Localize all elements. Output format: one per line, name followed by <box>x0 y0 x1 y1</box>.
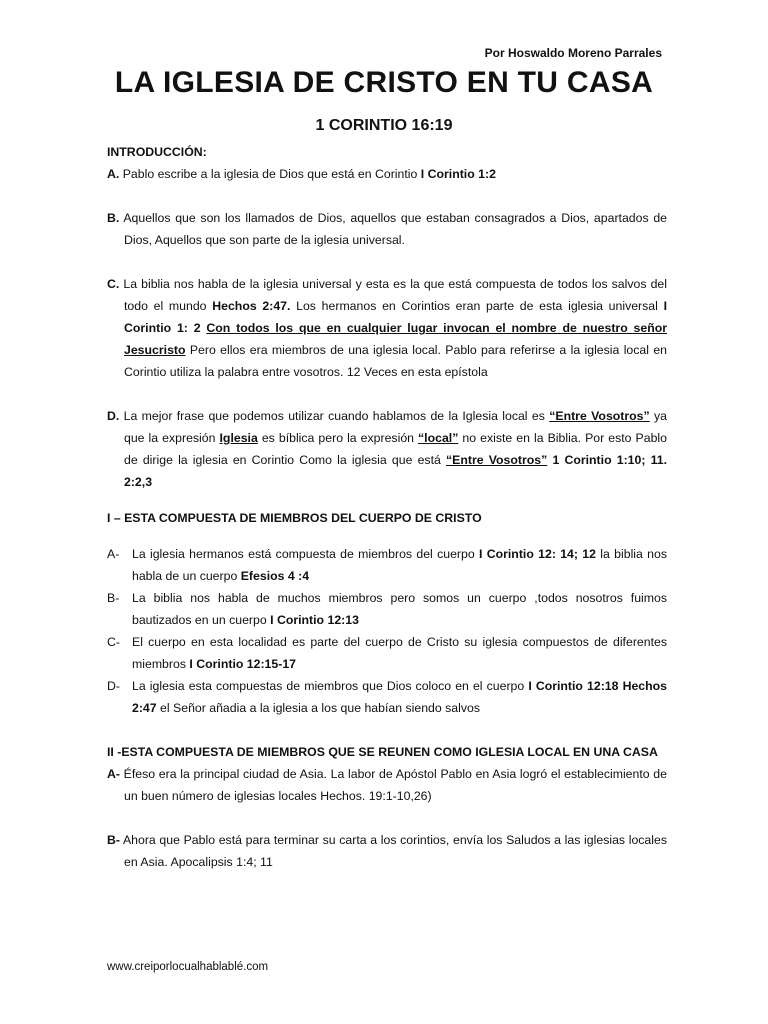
bible-reference: I Corintio 12:13 <box>270 613 359 627</box>
underlined-quote: Iglesia <box>219 431 258 445</box>
item-text: El cuerpo en esta localidad es parte del cuerpo de Cristo su iglesia compuestos de diferentes miembros <box>132 635 667 671</box>
item-text: la biblia nos habla de un cuerpo <box>132 547 667 583</box>
paragraph-text: Aquellos que son los llamados de Dios, aquellos que estaban consagrados a Dios, apartados de Dios, Aquellos que son parte de la iglesia universal. <box>119 211 667 247</box>
paragraph-text: es bíblica pero la expresión <box>257 431 419 445</box>
item-marker: C- <box>107 635 120 649</box>
section-1-item-b <box>107 587 667 631</box>
item-marker: B- <box>107 833 120 847</box>
underlined-quote: “Entre Vosotros” <box>446 453 548 467</box>
intro-paragraph-d <box>107 405 667 493</box>
bible-reference: Hechos 2:47. <box>212 299 291 313</box>
document-body <box>107 141 667 873</box>
page-title: LA IGLESIA DE CRISTO EN TU CASA <box>114 66 654 99</box>
paragraph-text: no existe en la Biblia. Por esto Pablo de dirige la iglesia en Corintio Como la iglesia que está <box>124 431 667 467</box>
author-line: Por Hoswaldo Moreno Parrales <box>484 46 662 60</box>
bible-reference: I Corintio 12: 14; 12 <box>479 547 596 561</box>
paragraph-text: Pero ellos era miembros de una iglesia local. Pablo para referirse a la iglesia local en Corintio utiliza la palabra entre vosotros. 12 Veces en esta epístola <box>124 343 667 379</box>
item-text: La iglesia hermanos está compuesta de miembros del cuerpo <box>132 547 479 561</box>
paragraph-text: La biblia nos habla de la iglesia universal y esta es la que está compuesta de todos los salvos del todo el mundo <box>119 277 667 313</box>
item-marker: A- <box>107 767 120 781</box>
item-text: Ahora que Pablo está para terminar su carta a los corintios, envía los Saludos a las iglesias locales en Asia. Apocalipsis 1:4; 11 <box>119 833 667 869</box>
item-text: Éfeso era la principal ciudad de Asia. La labor de Apóstol Pablo en Asia logró el establecimiento de un buen número de iglesias locales Hechos. 19:1-10,26) <box>119 767 667 803</box>
paragraph-marker: A. <box>107 167 120 181</box>
paragraph-text: ya que la expresión <box>124 409 667 445</box>
bible-reference: I Corintio 12:18 Hechos 2:47 <box>132 679 667 715</box>
section-2-heading: II -ESTA COMPUESTA DE MIEMBROS QUE SE REUNEN COMO IGLESIA LOCAL EN UNA CASA <box>107 745 658 759</box>
paragraph-text: La mejor frase que podemos utilizar cuando hablamos de la Iglesia local es <box>119 409 550 423</box>
item-marker: B- <box>107 591 120 605</box>
intro-paragraph-a <box>107 163 667 185</box>
underlined-quote: “local” <box>418 431 459 445</box>
intro-heading: INTRODUCCIÓN: <box>107 145 207 159</box>
item-text: La biblia nos habla de muchos miembros pero somos un cuerpo ,todos nosotros fuimos bautizados en un cuerpo <box>132 591 667 627</box>
item-text: el Señor añadia a la iglesia a los que habían siendo salvos <box>156 701 480 715</box>
item-marker: A- <box>107 547 120 561</box>
bible-reference: 1 Corintio 1:10; 11. 2:2,3 <box>124 453 668 489</box>
section-1-heading: I – ESTA COMPUESTA DE MIEMBROS DEL CUERPO DE CRISTO <box>107 511 482 525</box>
paragraph-text: Los hermanos en Corintios eran parte de esta iglesia universal <box>290 299 664 313</box>
intro-paragraph-b <box>107 207 667 251</box>
bible-reference: I Corintio 1:2 <box>420 167 496 181</box>
section-1-item-d <box>107 675 667 719</box>
paragraph-text: Pablo escribe a la iglesia de Dios que está en Corintio <box>119 167 421 181</box>
underlined-quote: “Entre Vosotros” <box>549 409 650 423</box>
bible-reference: I Corintio 12:15-17 <box>189 657 297 671</box>
section-2-item-b <box>107 829 667 873</box>
paragraph-marker: D. <box>107 409 120 423</box>
paragraph-marker: C. <box>107 277 120 291</box>
page-subtitle: 1 CORINTIO 16:19 <box>315 117 453 134</box>
underlined-quote: Con todos los que en cualquier lugar invocan el nombre de nuestro señor Jesucristo <box>124 321 668 357</box>
item-text: La iglesia esta compuestas de miembros que Dios coloco en el cuerpo <box>132 679 529 693</box>
section-1-item-a <box>107 543 667 587</box>
section-2-item-a <box>107 763 667 807</box>
bible-reference: Efesios 4 :4 <box>240 569 310 583</box>
bible-reference: I Corintio 1: 2 <box>124 299 668 335</box>
item-marker: D- <box>107 679 120 693</box>
intro-paragraph-c <box>107 273 667 383</box>
paragraph-marker: B. <box>107 211 120 225</box>
footer-url[interactable]: www.creiporlocualhablablé.com <box>107 961 269 973</box>
section-1-item-c <box>107 631 667 675</box>
